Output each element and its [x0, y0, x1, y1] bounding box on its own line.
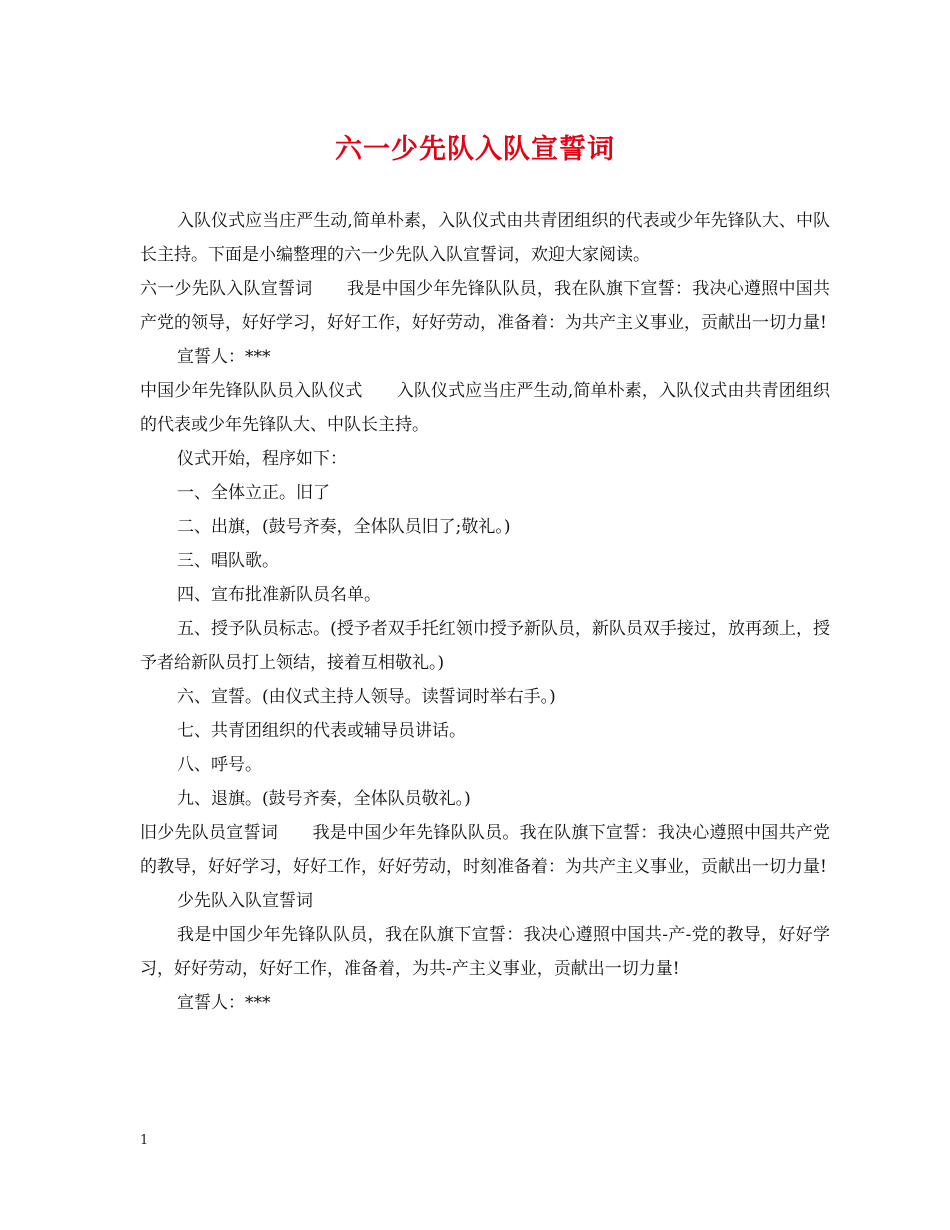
document-title: 六一少先队入队宣誓词 [335, 134, 615, 165]
list-item-step-9: 九、退旗。(鼓号齐奏，全体队员敬礼。) [177, 789, 471, 809]
list-item-step-5: 五、授予队员标志。(授予者双手托红领巾授予新队员，新队员双手接过，放再颈上，授予者给新队员打上领结，接着互相敬礼。) [140, 619, 830, 673]
paragraph-oath-2: 我是中国少年先锋队队员，我在队旗下宣誓：我决心遵照中国共-产-党的教导，好好学习，好好劳动，好好工作，准备着，为共-产主义事业，贡献出一切力量! [140, 925, 830, 979]
paragraph-oath-signer-2: 宣誓人：*** [177, 993, 271, 1013]
paragraph-oath-1: 六一少先队入队宣誓词 我是中国少年先锋队队员，我在队旗下宣誓：我决心遵照中国共产党的领导，好好学习，好好工作，好好劳动，准备着：为共产主义事业，贡献出一切力量! [140, 279, 830, 333]
list-item-step-8: 八、呼号。 [177, 755, 262, 775]
list-item-step-3: 三、唱队歌。 [177, 551, 279, 571]
paragraph-oath-signer-1: 宣誓人：*** [177, 347, 271, 367]
paragraph-intro: 入队仪式应当庄严生动,简单朴素，入队仪式由共青团组织的代表或少年先锋队大、中队长主持。下面是小编整理的六一少先队入队宣誓词，欢迎大家阅读。 [140, 211, 830, 265]
list-item-step-7: 七、共青团组织的代表或辅导员讲话。 [177, 721, 466, 741]
paragraph-ceremony-start: 仪式开始，程序如下： [177, 449, 347, 469]
document-body [140, 204, 830, 1020]
page-number: 1 [140, 1133, 149, 1148]
list-item-step-2: 二、出旗，(鼓号齐奏，全体队员旧了;敬礼。) [177, 517, 511, 537]
list-item-step-4: 四、宣布批准新队员名单。 [177, 585, 381, 605]
list-item-step-6: 六、宣誓。(由仪式主持人领导。读誓词时举右手。) [177, 687, 556, 707]
paragraph-oath-heading: 少先队入队宣誓词 [177, 891, 313, 911]
paragraph-ceremony-intro: 中国少年先锋队队员入队仪式 入队仪式应当庄严生动,简单朴素，入队仪式由共青团组织的代表或少年先锋队大、中队长主持。 [140, 381, 830, 435]
paragraph-old-oath: 旧少先队员宣誓词 我是中国少年先锋队队员。我在队旗下宣誓：我决心遵照中国共产党的教导，好好学习，好好工作，好好劳动，时刻准备着：为共产主义事业，贡献出一切力量! [140, 823, 830, 877]
list-item-step-1: 一、全体立正。旧了 [177, 483, 330, 503]
